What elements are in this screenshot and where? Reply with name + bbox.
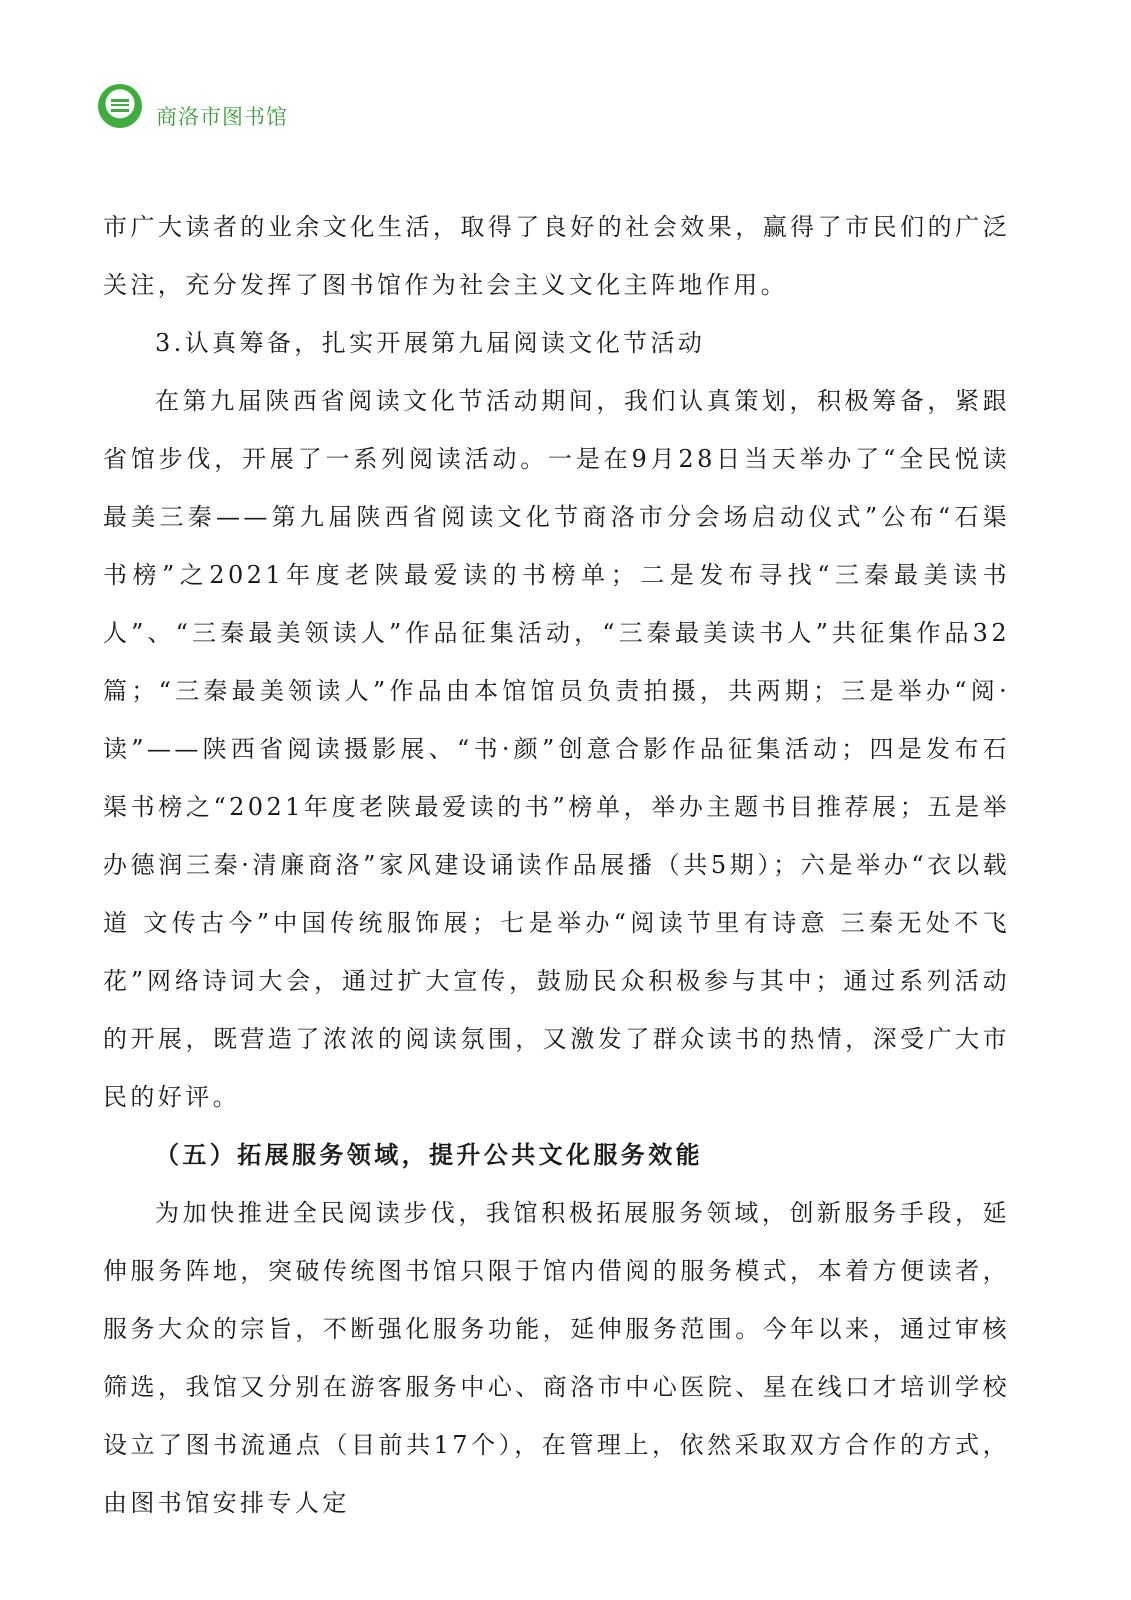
library-name: 商洛市图书馆 [156, 105, 288, 129]
page-header [98, 84, 288, 128]
paragraph-reading-festival: 在第九届陕西省阅读文化节活动期间，我们认真策划，积极筹备，紧跟省馆步伐，开展了一系列阅读活动。一是在9月28日当天举办了“全民悦读 最美三秦——第九届陕西省阅读文化节商洛市分会场启动仪式”公布“石渠书榜”之2021年度老陕最爱读的书榜单；二是发布寻找“三秦最美读书人”、“三秦最美领读人”作品征集活动，“三秦最美读书人”共征集作品32篇；“三秦最美领读人”作品由本馆馆员负责拍摄，共两期；三是举办“阅·读”——陕西省阅读摄影展、“书·颜”创意合影作品征集活动；四是发布石渠书榜之“2021年度老陕最爱读的书”榜单，举办主题书目推荐展；五是举办德润三秦·清廉商洛”家风建设诵读作品展播（共5期）；六是举办“衣以载道 文传古今”中国传统服饰展；七是举办“阅读节里有诗意 三秦无处不飞花”网络诗词大会，通过扩大宣传，鼓励民众积极参与其中；通过系列活动的开展，既营造了浓浓的阅读氛围，又激发了群众读书的热情，深受广大市民的好评。 [103, 387, 1010, 1111]
paragraph-continuation: 市广大读者的业余文化生活，取得了良好的社会效果，赢得了市民们的广泛关注，充分发挥了图书馆作为社会主义文化主阵地作用。 [103, 213, 1010, 299]
book-icon [111, 99, 129, 112]
section-heading-3: 3.认真筹备，扎实开展第九届阅读文化节活动 [155, 329, 706, 357]
paragraph-service-expansion: 为加快推进全民阅读步伐，我馆积极拓展服务领域，创新服务手段，延伸服务阵地，突破传统图书馆只限于馆内借阅的服务模式，本着方便读者，服务大众的宗旨，不断强化服务功能，延伸服务范围。今年以来，通过审核筛选，我馆又分别在游客服务中心、商洛市中心医院、星在线口才培训学校设立了图书流通点（目前共17个），在管理上，依然采取双方合作的方式，由图书馆安排专人定 [103, 1199, 1010, 1517]
section-heading-5: （五）拓展服务领域，提升公共文化服务效能 [155, 1140, 703, 1169]
document-body [103, 198, 1010, 1532]
library-logo-icon [98, 84, 142, 128]
